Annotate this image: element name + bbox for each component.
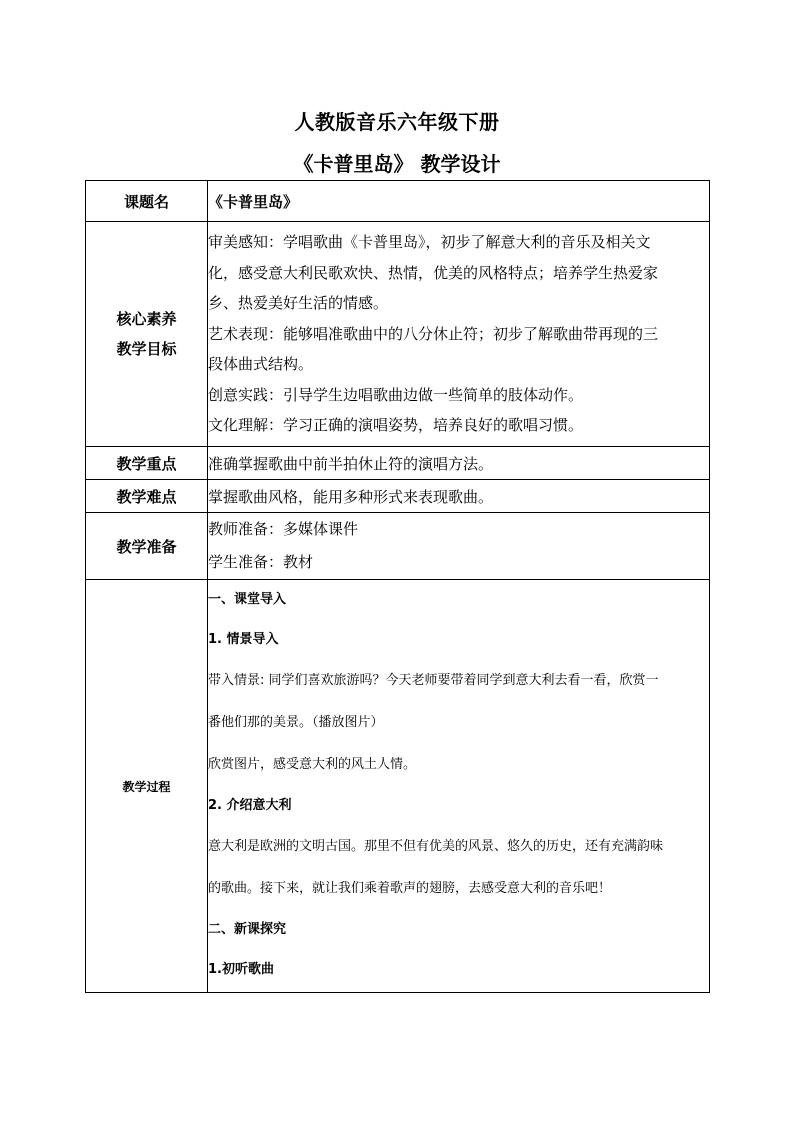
preparation-line: 教师准备：多媒体课件 [208, 520, 359, 538]
process-heading: 2. 介绍意大利 [208, 798, 292, 813]
key-points-value: 准确掌握歌曲中前半拍休止符的演唱方法。 [208, 447, 710, 480]
goal-line: 审美感知：学唱歌曲《卡普里岛》，初步了解意大利的音乐及相关文 [208, 233, 651, 252]
goal-line: 乡、热爱美好生活的情感。 [208, 294, 389, 313]
goal-line: 艺术表现：能够唱准歌曲中的八分休止符；初步了解歌曲带再现的三 [208, 324, 659, 343]
preparation-label: 教学准备 [86, 513, 208, 580]
goal-line: 创意实践：引导学生边唱歌曲边做一些简单的肢体动作。 [208, 385, 584, 404]
preparation-content [208, 513, 710, 580]
process-content [208, 580, 710, 993]
row-preparation [86, 513, 710, 580]
goal-line: 文化理解：学习正确的演唱姿势，培养良好的歌唱习惯。 [208, 416, 584, 435]
difficulties-value: 掌握歌曲风格，能用多种形式来表现歌曲。 [208, 480, 710, 513]
process-text: 意大利是欧洲的文明古国。那里不但有优美的风景、悠久的历史，还有充满韵味 [208, 839, 664, 854]
process-text: 的歌曲。接下来，就让我们乘着歌声的翅膀，去感受意大利的音乐吧！ [208, 881, 612, 896]
goals-label-line: 教学目标 [116, 340, 177, 358]
document-title: 人教版音乐六年级下册 [294, 110, 500, 134]
key-points-label: 教学重点 [86, 447, 208, 480]
row-difficulties [86, 480, 710, 513]
process-text: 欣赏图片，感受意大利的风土人情。 [208, 757, 417, 772]
document-subtitle: 《卡普里岛》 教学设计 [293, 152, 501, 176]
row-goals [86, 222, 710, 447]
process-text: 番他们那的美景。（播放图片） [208, 715, 384, 730]
preparation-line: 学生准备：教材 [208, 553, 314, 571]
process-label: 教学过程 [86, 580, 208, 993]
process-heading: 1.初听歌曲 [208, 962, 274, 977]
process-heading: 二、新课探究 [208, 922, 287, 937]
goals-label [86, 222, 208, 447]
difficulties-label: 教学难点 [86, 480, 208, 513]
lesson-plan-table [85, 180, 710, 993]
row-topic [86, 181, 710, 222]
goal-line: 段体曲式结构。 [208, 355, 314, 374]
process-heading: 1. 情景导入 [208, 632, 279, 647]
topic-value: 《卡普里岛》 [208, 181, 710, 222]
row-process [86, 580, 710, 993]
topic-label: 课题名 [86, 181, 208, 222]
goals-label-line: 核心素养 [116, 310, 177, 328]
goal-line: 化，感受意大利民歌欢快、热情，优美的风格特点；培养学生热爱家 [208, 263, 659, 282]
goals-content [208, 222, 710, 447]
process-heading: 一、课堂导入 [208, 592, 287, 607]
process-text: 带入情景: 同学们喜欢旅游吗？今天老师要带着同学到意大利去看一看，欣赏一 [208, 673, 659, 688]
row-key-points [86, 447, 710, 480]
